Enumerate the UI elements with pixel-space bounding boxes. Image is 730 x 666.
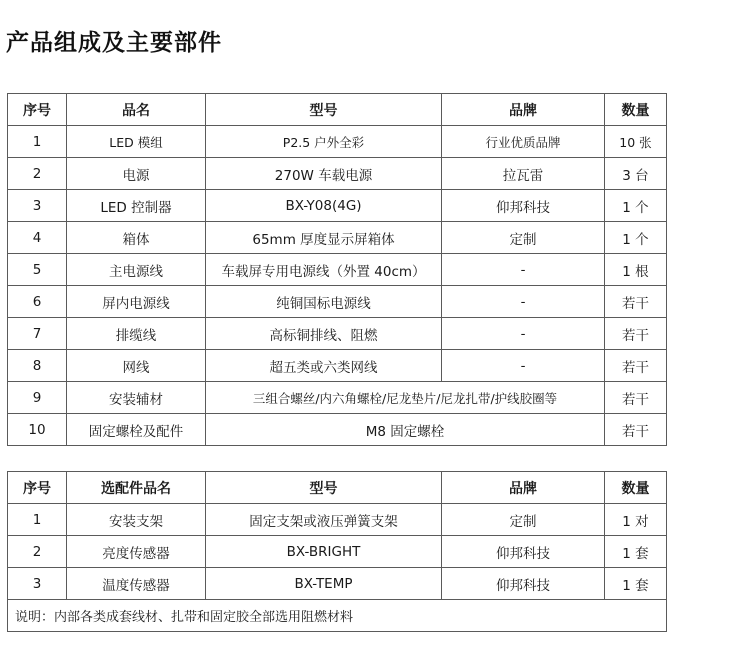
- cell-quantity: 1 对: [605, 504, 667, 536]
- components-table: [7, 93, 667, 446]
- header-model: 型号: [206, 94, 442, 126]
- cell-index: 3: [8, 190, 67, 222]
- cell-brand: 仰邦科技: [442, 568, 605, 600]
- cell-model: 高标铜排线、阻燃: [206, 318, 442, 350]
- cell-product-name: 箱体: [67, 222, 206, 254]
- table-row: [8, 536, 667, 568]
- cell-product-name: 安装辅材: [67, 382, 206, 414]
- cell-optional-part-name: 温度传感器: [67, 568, 206, 600]
- cell-brand: -: [442, 350, 605, 382]
- table-row: [8, 318, 667, 350]
- cell-model: 车载屏专用电源线（外置 40cm）: [206, 254, 442, 286]
- table-row: [8, 254, 667, 286]
- cell-quantity: 3 台: [605, 158, 667, 190]
- cell-index: 7: [8, 318, 67, 350]
- cell-model: 超五类或六类网线: [206, 350, 442, 382]
- cell-model: BX-Y08(4G): [206, 190, 442, 222]
- cell-index: 10: [8, 414, 67, 446]
- cell-model: BX-BRIGHT: [206, 536, 442, 568]
- cell-model: 固定支架或液压弹簧支架: [206, 504, 442, 536]
- table-row: [8, 190, 667, 222]
- table-row: [8, 504, 667, 536]
- table-row: [8, 414, 667, 446]
- cell-quantity: 若干: [605, 286, 667, 318]
- cell-brand: -: [442, 254, 605, 286]
- header-index: 序号: [8, 472, 67, 504]
- cell-product-name: 排缆线: [67, 318, 206, 350]
- cell-model: 65mm 厚度显示屏箱体: [206, 222, 442, 254]
- table-header-row: [8, 94, 667, 126]
- cell-brand: 仰邦科技: [442, 190, 605, 222]
- cell-index: 8: [8, 350, 67, 382]
- cell-quantity: 若干: [605, 414, 667, 446]
- header-index: 序号: [8, 94, 67, 126]
- cell-model: BX-TEMP: [206, 568, 442, 600]
- header-model: 型号: [206, 472, 442, 504]
- cell-product-name: 网线: [67, 350, 206, 382]
- optional-parts-table: [7, 471, 667, 632]
- cell-index: 6: [8, 286, 67, 318]
- cell-index: 2: [8, 158, 67, 190]
- cell-index: 1: [8, 504, 67, 536]
- header-quantity: 数量: [605, 472, 667, 504]
- table-header-row: [8, 472, 667, 504]
- cell-quantity: 若干: [605, 350, 667, 382]
- cell-index: 4: [8, 222, 67, 254]
- table-row: [8, 568, 667, 600]
- table-note: 说明：内部各类成套线材、扎带和固定胶全部选用阻燃材料: [8, 600, 667, 632]
- header-brand: 品牌: [442, 472, 605, 504]
- cell-quantity: 若干: [605, 382, 667, 414]
- cell-model: P2.5 户外全彩: [206, 126, 442, 158]
- header-brand: 品牌: [442, 94, 605, 126]
- cell-index: 3: [8, 568, 67, 600]
- table-row: [8, 222, 667, 254]
- cell-quantity: 若干: [605, 318, 667, 350]
- cell-brand: 定制: [442, 222, 605, 254]
- cell-brand: 定制: [442, 504, 605, 536]
- table-row: [8, 158, 667, 190]
- header-product-name: 品名: [67, 94, 206, 126]
- cell-product-name: LED 控制器: [67, 190, 206, 222]
- cell-model: 270W 车载电源: [206, 158, 442, 190]
- cell-optional-part-name: 安装支架: [67, 504, 206, 536]
- cell-product-name: 主电源线: [67, 254, 206, 286]
- cell-index: 9: [8, 382, 67, 414]
- cell-index: 5: [8, 254, 67, 286]
- cell-brand: -: [442, 286, 605, 318]
- cell-brand: -: [442, 318, 605, 350]
- header-optional-part-name: 选配件品名: [67, 472, 206, 504]
- table-row: [8, 382, 667, 414]
- table-row: [8, 286, 667, 318]
- cell-product-name: 固定螺栓及配件: [67, 414, 206, 446]
- cell-index: 1: [8, 126, 67, 158]
- cell-quantity: 1 套: [605, 568, 667, 600]
- cell-quantity: 10 张: [605, 126, 667, 158]
- table-note-row: [8, 600, 667, 632]
- cell-product-name: LED 模组: [67, 126, 206, 158]
- table-row: [8, 126, 667, 158]
- cell-quantity: 1 根: [605, 254, 667, 286]
- cell-product-name: 电源: [67, 158, 206, 190]
- cell-model: 纯铜国标电源线: [206, 286, 442, 318]
- cell-optional-part-name: 亮度传感器: [67, 536, 206, 568]
- header-quantity: 数量: [605, 94, 667, 126]
- cell-brand: 仰邦科技: [442, 536, 605, 568]
- page-title: 产品组成及主要部件: [6, 30, 222, 56]
- cell-index: 2: [8, 536, 67, 568]
- cell-quantity: 1 套: [605, 536, 667, 568]
- table-row: [8, 350, 667, 382]
- cell-model: 三组合螺丝/内六角螺栓/尼龙垫片/尼龙扎带/护线胶圈等: [206, 382, 605, 414]
- cell-brand: 行业优质品牌: [442, 126, 605, 158]
- cell-model: M8 固定螺栓: [206, 414, 605, 446]
- cell-quantity: 1 个: [605, 190, 667, 222]
- cell-quantity: 1 个: [605, 222, 667, 254]
- cell-brand: 拉瓦雷: [442, 158, 605, 190]
- cell-product-name: 屏内电源线: [67, 286, 206, 318]
